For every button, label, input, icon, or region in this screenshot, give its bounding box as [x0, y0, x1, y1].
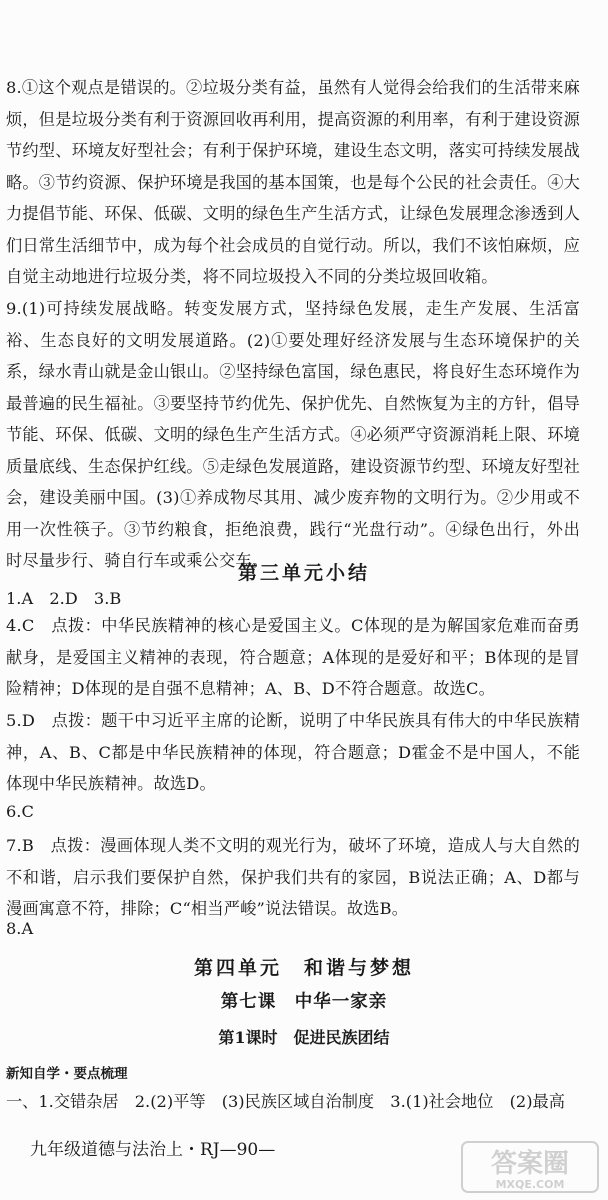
answer-q8-unit3: 8.A [6, 919, 34, 938]
section-label: 新知自学・要点梳理 [6, 1066, 128, 1082]
page-footer: 九年级道德与法治上・RJ—90— [30, 1140, 276, 1160]
answer-q7: 7.B 点拨：漫画体现人类不文明的观光行为，破坏了环境，造成人与大自然的不和谐，启示我们要保护自然，保护我们共有的家园，B说法正确；A、D都与漫画寓意不符，排除；C“相当严峻”说法错误。故选B。 [6, 836, 580, 918]
answer-q1-3: 1.A 2.D 3.B [6, 589, 122, 608]
answer-q5: 5.D 点拨：题干中习近平主席的论断，说明了中华民族具有伟大的中华民族精神，A、B、C都是中华民族精神的体现，符合题意；D霍金不是中国人，不能体现中华民族精神。故选D。 [6, 711, 580, 793]
unit4-answer-line: 一、1.交错杂居 2.(2)平等 (3)民族区域自治制度 3.(1)社会地位 (2)最高 [6, 1092, 565, 1111]
answer-q8: 8.①这个观点是错误的。②垃圾分类有益，虽然有人觉得会给我们的生活带来麻烦，但是垃圾分类有利于资源回收再利用，提高资源的利用率，有利于建设资源节约型、环境友好型社会；有利于保护环境，建设生态文明，落实可持续发展战略。③节约资源、保护环境是我国的基本国策，也是每个公民的社会责任。④大力提倡节能、环保、低碳、文明的绿色生产生活方式，让绿色发展理念渗透到人们日常生活细节中，成为每个社会成员的自觉行动。所以，我们不该怕麻烦，应自觉主动地进行垃圾分类，将不同垃圾投入不同的分类垃圾回收箱。 [6, 78, 580, 286]
answer-q9: 9.(1)可持续发展战略。转变发展方式，坚持绿色发展，走生产发展、生活富裕、生态良好的文明发展道路。(2)①要处理好经济发展与生态环境保护的关系，绿水青山就是金山银山。②坚持绿色富国，绿色惠民，将良好生态环境作为最普遍的民生福祉。③要坚持节约优先、保护优先、自然恢复为主的方针，倡导节能、环保、低碳、文明的绿色生产生活方式。④必须严守资源消耗上限、环境质量底线、生态保护红线。⑤走绿色发展道路，建设资源节约型、环境友好型社会，建设美丽中国。(3)①养成物尽其用、减少废弃物的文明行为。②少用或不用一次性筷子。③节约粮食，拒绝浪费，践行“光盘行动”。④绿色出行，外出时尽量步行、骑自行车或乘公交车。 [6, 299, 580, 570]
lesson-title: 第七课 中华一家亲 [220, 992, 388, 1012]
unit3-summary-title: 第三单元小结 [237, 562, 370, 584]
period-title: 第1课时 促进民族团结 [218, 1028, 390, 1047]
unit4-title: 第四单元 和谐与梦想 [193, 957, 414, 979]
watermark-subtext: MXQE.COM [495, 1178, 565, 1191]
watermark-logo [460, 1140, 600, 1194]
watermark-text: 答案圈 [490, 1149, 570, 1179]
answer-q4: 4.C 点拨：中华民族精神的核心是爱国主义。C体现的是为解国家危难而奋勇献身，是爱国主义精神的表现，符合题意；A体现的是爱好和平；B体现的是冒险精神；D体现的是自强不息精神；A、B、D不符合题意。故选C。 [6, 616, 580, 698]
answer-q6: 6.C [6, 802, 34, 821]
